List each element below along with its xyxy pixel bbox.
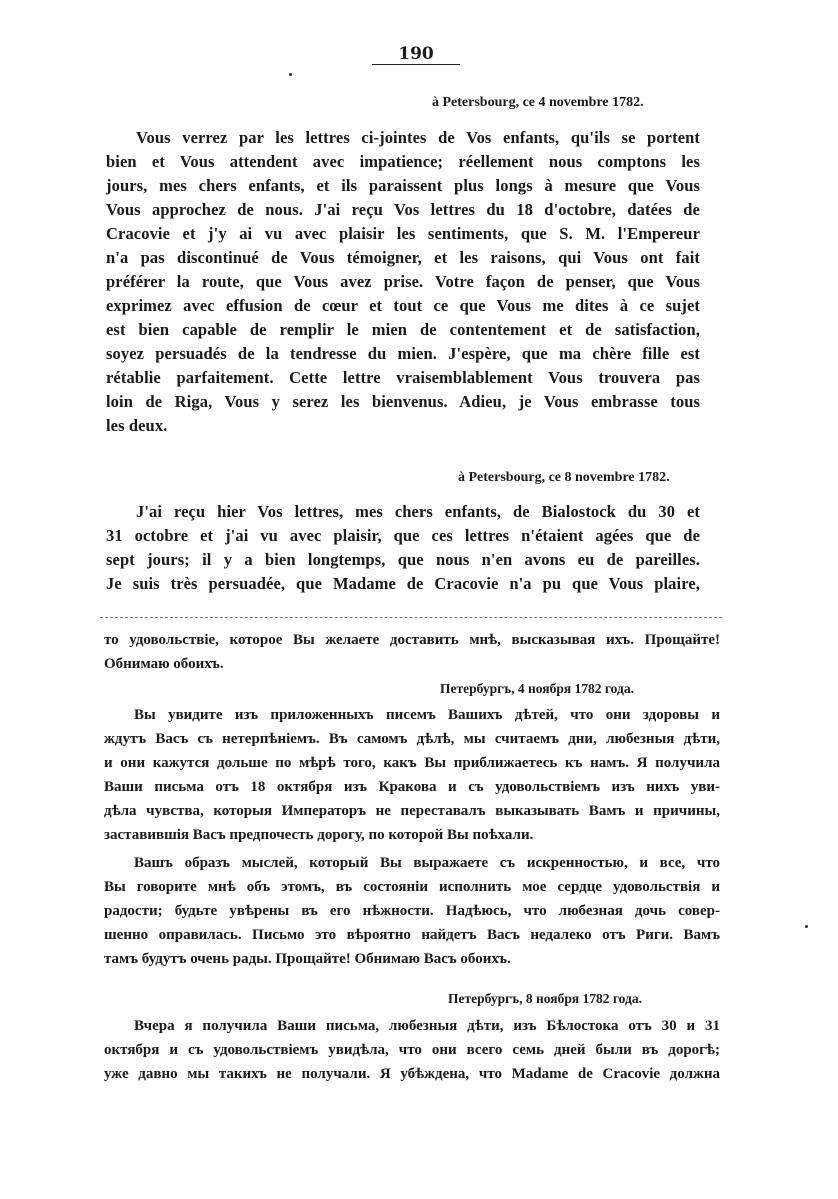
text-line: Вы увидите изъ приложенныхъ писемъ Вашихъ дѣтей, что они здоровы и: [134, 707, 720, 723]
text-line: rétablie parfaitement. Cette lettre vraisemblablement Vous trouvera pas: [106, 368, 700, 387]
text-line: Вчера я получила Ваши письма, любезныя дѣти, изъ Бѣлостока отъ 30 и 31: [134, 1018, 720, 1034]
text-line: exprimez avec effusion de cœur et tout ce que Vous me dites à ce sujet: [106, 296, 700, 315]
text-line: дѣла чувства, которыя Императоръ не переставалъ выказывать Вамъ и причины,: [104, 803, 720, 819]
text-line: jours, mes chers enfants, et ils paraissent plus longs à mesure que Vous: [106, 176, 700, 195]
text-line: и они кажутся дольше по мѣрѣ того, какъ Вы приближаетесь къ намъ. Я получила: [104, 755, 720, 771]
text-line: Vous verrez par les lettres ci-jointes de Vos enfants, qu'ils se portent: [136, 128, 700, 147]
text-line: préférer la route, que Vous avez prise. Votre façon de penser, que Vous: [106, 272, 700, 291]
text-line: bien et Vous attendent avec impatience; réellement nous comptons les: [106, 152, 700, 171]
text-line: est bien capable de remplir le mien de contentement et de satisfaction,: [106, 320, 700, 339]
dateline: à Petersbourg, ce 8 novembre 1782.: [458, 470, 670, 485]
text-line: loin de Riga, Vous y serez les bienvenus. Adieu, je Vous embrasse tous: [106, 392, 700, 411]
text-line: заставившія Васъ предпочесть дорогу, по которой Вы поѣхали.: [104, 827, 534, 843]
text-line: Обнимаю обоихъ.: [104, 656, 224, 672]
text-line: ждутъ Васъ съ нетерпѣніемъ. Въ самомъ дѣлѣ, мы считаемъ дни, любезныя дѣти,: [104, 731, 720, 747]
text-line: Cracovie et j'y ai vu avec plaisir les sentiments, que S. M. l'Empereur: [106, 224, 700, 243]
page-number-rule: [372, 64, 460, 65]
text-line: 31 octobre et j'ai vu avec plaisir, que ces lettres n'étaient agées que de: [106, 526, 700, 545]
text-line: уже давно мы такихъ не получали. Я убѣждена, что Madame de Cracovie должна: [104, 1066, 720, 1082]
text-line: soyez persuadés de la tendresse du mien. J'espère, que ma chère fille est: [106, 344, 700, 363]
text-line: n'a pas discontinué de Vous témoigner, et les raisons, qui Vous ont fait: [106, 248, 700, 267]
dateline: Петербургъ, 8 ноября 1782 года.: [448, 991, 642, 1006]
dateline: Петербургъ, 4 ноября 1782 года.: [440, 681, 634, 696]
text-line: то удовольствіе, которое Вы желаете доставить мнѣ, высказывая ихъ. Прощайте!: [104, 632, 720, 648]
translation-separator: [100, 617, 722, 618]
text-line: шенно оправилась. Письмо это вѣроятно найдетъ Васъ недалеко отъ Риги. Вамъ: [104, 927, 720, 943]
page-number: 190: [398, 44, 434, 64]
dateline: à Petersbourg, ce 4 novembre 1782.: [432, 95, 644, 110]
text-line: Ваши письма отъ 18 октября изъ Кракова и съ удовольствіемъ изъ нихъ уви-: [104, 779, 720, 795]
text-line: октября и съ удовольствіемъ увидѣла, что они всего семь дней были въ дорогѣ;: [104, 1042, 720, 1058]
text-line: J'ai reçu hier Vos lettres, mes chers enfants, de Bialostock du 30 et: [136, 502, 700, 521]
text-line: les deux.: [106, 416, 168, 435]
text-line: тамъ будутъ очень рады. Прощайте! Обнимаю Васъ обоихъ.: [104, 951, 511, 967]
text-line: Vous approchez de nous. J'ai reçu Vos lettres du 18 d'octobre, datées de: [106, 200, 700, 219]
scan-speck: [805, 925, 808, 928]
scan-speck: [289, 73, 292, 76]
text-line: Вы говорите мнѣ объ этомъ, въ состояніи исполнить мое сердце удовольствія и: [104, 879, 720, 895]
text-line: sept jours; il y a bien longtemps, que nous n'en avons eu de pareilles.: [106, 550, 700, 569]
text-line: Вашъ образъ мыслей, который Вы выражаете съ искренностью, и все, что: [134, 855, 720, 871]
text-line: радости; будьте увѣрены въ его нѣжности. Надѣюсь, что любезная дочь совер-: [104, 903, 720, 919]
text-line: Je suis très persuadée, que Madame de Cracovie n'a pu que Vous plaire,: [106, 574, 700, 593]
